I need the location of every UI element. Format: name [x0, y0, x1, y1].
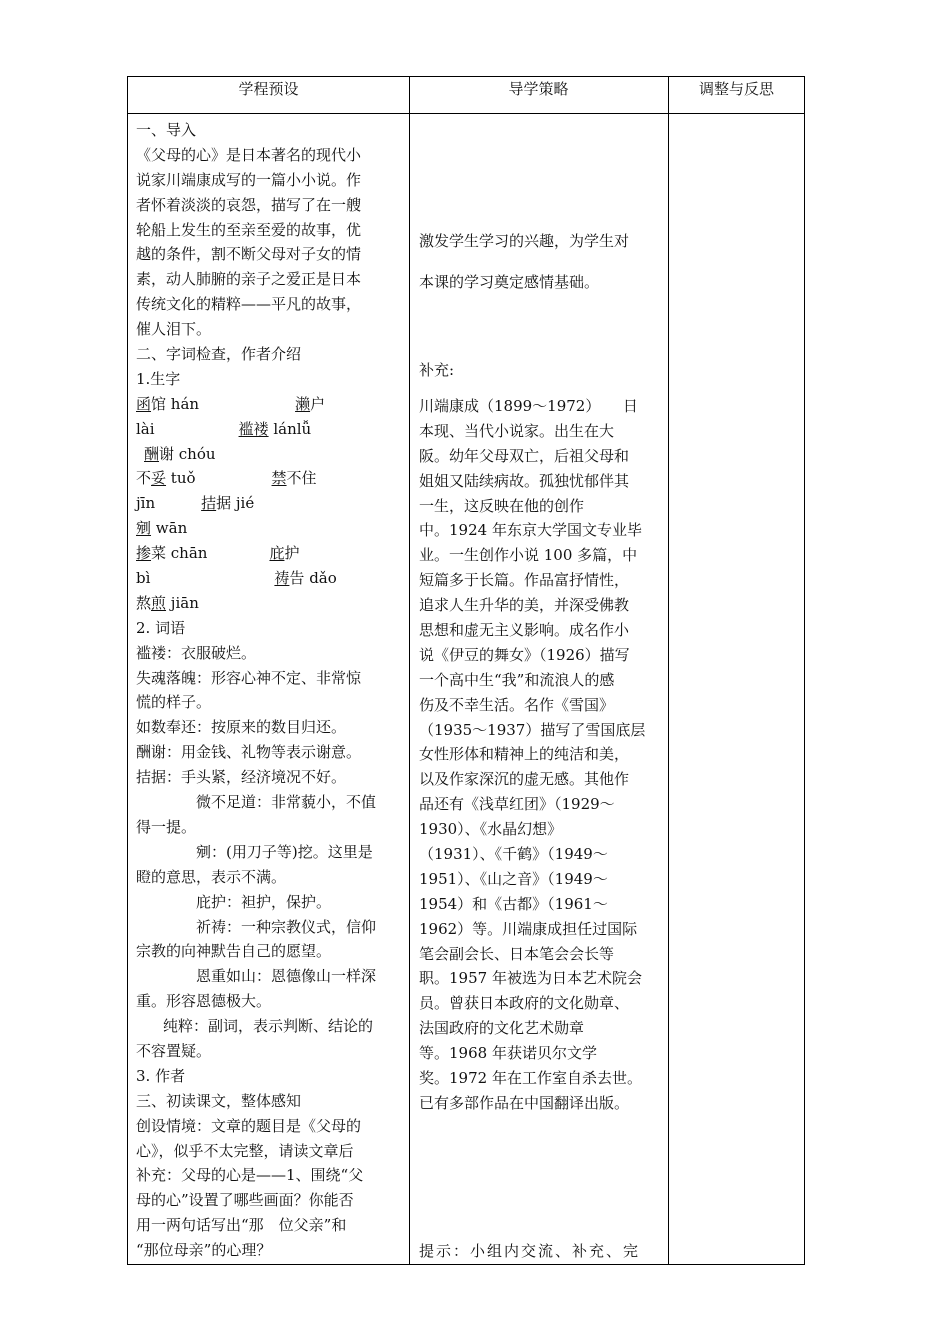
- text-line: 用一两句话写出“那 位父亲”和: [136, 1216, 347, 1235]
- text-line: 姐姐又陆续病故。孤独忧郁伴其: [419, 471, 630, 490]
- text-line: 说《伊豆的舞女》（1926）描写: [419, 645, 630, 664]
- vocab-char: 祷: [274, 569, 290, 588]
- vocab-char: 煎: [151, 593, 167, 612]
- vocab-line: [136, 466, 398, 491]
- text-line: 微不足道：非常藐小，不值: [196, 793, 377, 812]
- header-study-plan: 学程预设: [238, 80, 299, 98]
- text-line: 宗教的向神默告自己的愿望。: [136, 942, 332, 961]
- vocab-char: 拮: [201, 494, 217, 513]
- text-line: 重。形容恩德极大。: [136, 992, 272, 1011]
- vocab-text: 据 jié: [216, 494, 255, 513]
- vocab-text: 告 dǎo: [289, 569, 337, 588]
- text-line: 提示：小组内交流、补充、完: [419, 1242, 641, 1260]
- column-divider: [409, 77, 410, 1264]
- text-line: 1954）和《古都》（1961～: [419, 894, 608, 913]
- text-line: 1951）、《山之音》（1949～: [419, 869, 608, 888]
- text-line: 激发学生学习的兴趣，为学生对: [419, 232, 630, 250]
- text-line: 伤及不幸生活。名作《雪国》: [419, 695, 615, 714]
- author-bio-block: [419, 394, 663, 1116]
- text-line: 纯粹：副词，表示判断、结论的: [163, 1017, 374, 1036]
- hint-line: [419, 1239, 663, 1264]
- vocab-line: [136, 417, 398, 442]
- text-line: 业。一生创作小说 100 多篇，中: [419, 546, 638, 565]
- text-line: 传统文化的精粹——平凡的故事，: [136, 295, 362, 314]
- text-line: 瞪的意思，表示不满。: [136, 867, 287, 886]
- vocab-char: 掺: [136, 544, 152, 563]
- text-line: 说家川端康成写的一篇小小说。作: [136, 170, 362, 189]
- vocab-char: 剜: [136, 519, 152, 538]
- vocab-text: 不: [136, 469, 152, 488]
- text-line: 母的心”设置了哪些画面？你能否: [136, 1191, 354, 1210]
- text-line: 者怀着淡淡的哀怨，描写了在一艘: [136, 195, 362, 214]
- column-divider: [668, 77, 669, 1264]
- header-adjust-reflect: 调整与反思: [698, 80, 774, 98]
- text-line: （1935～1937）描写了雪国底层: [419, 720, 646, 739]
- text-line: 川端康成（1899～1972） 日: [419, 397, 638, 415]
- text-line: 如数奉还：按原来的数目归还。: [136, 718, 347, 737]
- vocab-line: [136, 442, 398, 467]
- text-line: 员。曾获日本政府的文化勋章、: [419, 994, 630, 1013]
- text-line: 中。1924 年东京大学国文专业毕: [419, 521, 642, 540]
- text-line: 1962）等。川端康成担任过国际: [419, 919, 638, 938]
- vocab-text: jīn: [136, 494, 156, 513]
- text-line: 一、导入: [136, 121, 197, 139]
- vocab-text: lánlǚ: [268, 419, 312, 438]
- text-line: 1930）、《水晶幻想》: [419, 820, 563, 839]
- text-line: 已有多部作品在中国翻译出版。: [419, 1093, 630, 1112]
- text-line: 越的条件，割不断父母对子女的情: [136, 245, 362, 264]
- vocab-line: [136, 392, 398, 417]
- text-line: 以及作家深沉的虚无感。其他作: [419, 770, 630, 789]
- text-line: 催人泪下。: [136, 320, 212, 339]
- vocab-char: 濑: [295, 394, 311, 413]
- lesson-plan-table: [127, 76, 805, 1265]
- vocab-text: bì: [136, 569, 151, 588]
- text-line: 褴褛：衣服破烂。: [136, 643, 257, 662]
- subsection-heading: 2. 词语: [136, 618, 186, 637]
- vocab-text: lài: [136, 419, 155, 438]
- text-line: 拮据：手头紧，经济境况不好。: [136, 768, 347, 787]
- strategy-intro-block: [419, 229, 663, 295]
- vocab-char: 妥: [151, 469, 167, 488]
- text-line: 祈祷：一种宗教仪式，信仰: [196, 917, 377, 936]
- text-line: 阪。幼年父母双亡，后祖父母和: [419, 446, 630, 465]
- subsection-heading: 3. 作者: [136, 1066, 186, 1085]
- vocab-char: 褴褛: [238, 419, 269, 438]
- text-line: （1931）、《千鹤》（1949～: [419, 845, 608, 864]
- section-heading: 二、字词检查，作者介绍: [136, 345, 302, 364]
- text-line: 本现、当代小说家。出生在大: [419, 421, 615, 440]
- vocab-text: 菜 chān: [151, 544, 208, 563]
- text-line: 失魂落魄：形容心神不定、非常惊: [136, 668, 362, 687]
- supplement-label: [419, 358, 663, 383]
- text-line: 本课的学习奠定感情基础。: [419, 273, 600, 291]
- text-line: 一生，这反映在他的创作: [419, 496, 585, 515]
- text-line: 追求人生升华的美，并深受佛教: [419, 596, 630, 615]
- text-line: 《父母的心》是日本著名的现代小: [136, 145, 362, 164]
- vocab-line: [136, 566, 398, 591]
- section-heading: 三、初读课文，整体感知: [136, 1091, 302, 1110]
- vocab-char: 庇: [269, 544, 285, 563]
- text-line: 庇护：袒护，保护。: [196, 892, 332, 911]
- vocab-text: 护: [284, 544, 300, 563]
- study-plan-cell: [136, 118, 398, 1263]
- text-line: 不容置疑。: [136, 1041, 212, 1060]
- vocab-text: 馆 hán: [151, 394, 200, 413]
- subsection-heading: 1.生字: [136, 369, 181, 388]
- text-line: 轮船上发生的至亲至爱的故事，优: [136, 220, 362, 239]
- text-line: 短篇多于长篇。作品富抒情性，: [419, 571, 630, 590]
- vocab-text: 谢 chóu: [159, 444, 216, 463]
- vocab-line: [136, 541, 398, 566]
- text-line: 心》，似乎不太完整，请读文章后: [136, 1141, 354, 1160]
- vocab-text: tuǒ: [166, 469, 196, 488]
- text-line: 创设情境：文章的题目是《父母的: [136, 1116, 362, 1135]
- vocab-line: [136, 516, 398, 541]
- vocab-char: 函: [136, 394, 152, 413]
- header-guidance-strategy: 导学策略: [508, 80, 569, 98]
- vocab-char: 禁: [271, 469, 287, 488]
- vocab-line: [136, 591, 398, 616]
- vocab-char: 酬: [144, 444, 160, 463]
- text-line: 笔会副会长、日本笔会会长等: [419, 944, 615, 963]
- text-line: 补充：父母的心是——1、围绕“父: [136, 1166, 364, 1185]
- text-line: 酬谢：用金钱、礼物等表示谢意。: [136, 743, 362, 762]
- vocab-text: jiān: [166, 593, 199, 612]
- vocab-text: 熬: [136, 593, 152, 612]
- text-line: 恩重如山：恩德像山一样深: [196, 967, 377, 986]
- text-line: 补充:: [419, 361, 455, 379]
- text-line: 思想和虚无主义影响。成名作小: [419, 621, 630, 640]
- text-line: 奖。1972 年在工作室自杀去世。: [419, 1069, 642, 1088]
- text-line: 女性形体和精神上的纯洁和美，: [419, 745, 630, 764]
- text-line: 法国政府的文化艺术勋章: [419, 1019, 585, 1038]
- vocab-text: 不住: [286, 469, 317, 488]
- text-line: 剜：(用刀子等)挖。这里是: [196, 842, 373, 861]
- text-line: 一个高中生“我”和流浪人的感: [419, 670, 615, 689]
- vocab-line: [136, 491, 398, 516]
- text-line: “那位母亲”的心理？: [136, 1241, 272, 1260]
- text-line: 品还有《浅草红团》（1929～: [419, 795, 615, 814]
- text-line: 慌的样子。: [136, 693, 212, 712]
- text-line: 等。1968 年获诺贝尔文学: [419, 1044, 597, 1063]
- header-divider: [128, 113, 804, 114]
- text-line: 得一提。: [136, 817, 197, 836]
- text-line: 职。1957 年被选为日本艺术院会: [419, 969, 642, 988]
- vocab-text: wān: [151, 519, 188, 538]
- text-line: 素，动人肺腑的亲子之爱正是日本: [136, 270, 362, 289]
- vocab-text: 户: [310, 394, 326, 413]
